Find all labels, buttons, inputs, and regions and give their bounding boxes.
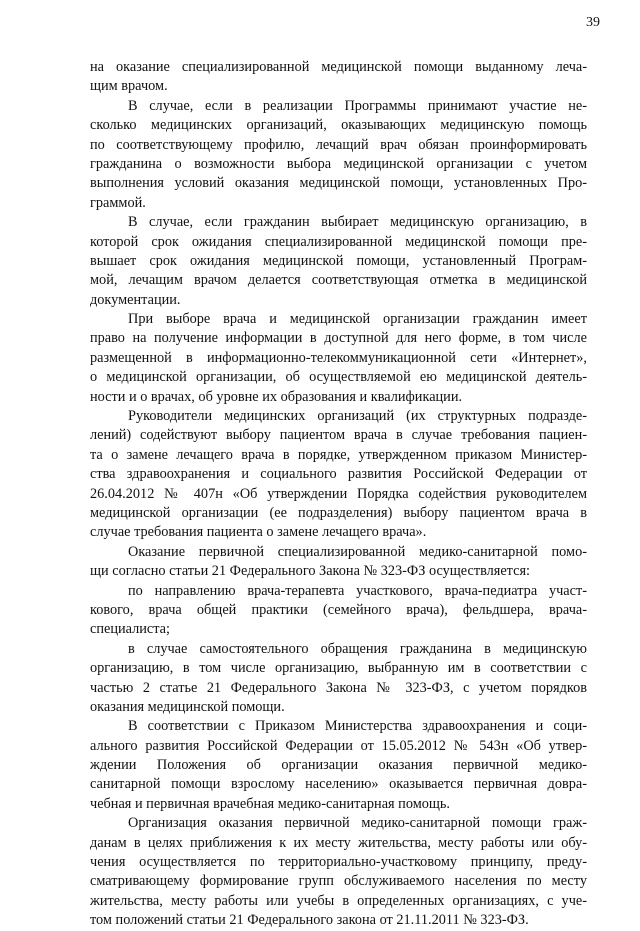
document-body	[90, 58, 587, 931]
text-line: специалиста;	[90, 621, 170, 638]
text-line: чения осуществляется по территориально-участковому принципу, преду-	[90, 854, 587, 871]
text-line: В соответствии с Приказом Министерства здравоохранения и соци-	[128, 718, 587, 735]
page-number: 39	[586, 15, 600, 30]
text-line: щи согласно статьи 21 Федерального Закона № 323-ФЗ осуществляется:	[90, 563, 530, 580]
text-line: по соответствующему профилю, лечащий врач обязан проинформировать	[90, 136, 587, 153]
text-line: на оказание специализированной медицинской помощи выданному леча-	[90, 59, 587, 75]
text-line: которой срок ожидания специализированной медицинской помощи пре-	[90, 233, 587, 250]
text-line: право на получение информации в доступной для него форме, в том числе	[90, 330, 587, 347]
text-line: щим врачом.	[90, 78, 168, 95]
text-line: мой, лечащим врачом делается соответствующая отметка в медицинской	[90, 272, 587, 289]
text-line: граммой.	[90, 194, 146, 211]
text-line: ального развития Российской Федерации от 15.05.2012 № 543н «Об утвер-	[90, 737, 587, 754]
text-line: Организация оказания первичной медико-санитарной помощи граж-	[128, 815, 587, 832]
text-line: частью 2 статье 21 Федерального Закона № 323-ФЗ, с учетом порядков	[90, 679, 587, 696]
text-line: документации.	[90, 291, 181, 308]
text-line: та о замене лечащего врача в порядке, утвержденном приказом Министер-	[90, 446, 587, 463]
text-line: ждении Положения об организации оказания первичной медико-	[90, 757, 587, 774]
text-line: Руководители медицинских организаций (их структурных подразде-	[128, 408, 587, 425]
text-line: организацию, в том числе организацию, выбранную им в соответствии с	[90, 660, 587, 677]
text-line: чебная и первичная врачебная медико-санитарная помощь.	[90, 795, 451, 812]
text-line: оказания медицинской помощи.	[90, 698, 285, 715]
text-line: вышает срок ожидания медицинской помощи, установленный Програм-	[90, 252, 587, 269]
text-line: гражданина о возможности выбора медицинской организации с учетом	[90, 155, 587, 172]
text-line: размещенной в информационно-телекоммуникационной сети «Интернет»,	[90, 349, 587, 366]
text-line: В случае, если в реализации Программы принимают участие не-	[128, 97, 587, 114]
text-line: При выборе врача и медицинской организации гражданин имеет	[128, 311, 587, 328]
text-line: В случае, если гражданин выбирает медицинскую организацию, в	[128, 214, 587, 231]
text-line: жительства, месту работы или учебы в определенных организациях, с уче-	[90, 892, 587, 909]
text-line: случае требования пациента о замене лечащего врача».	[90, 524, 427, 541]
text-line: ства здравоохранения и социального развития Российской Федерации от	[90, 466, 587, 483]
text-line: в случае самостоятельного обращения гражданина в медицинскую	[128, 640, 587, 657]
text-line: кового, врача общей практики (семейного врача), фельдшера, врача-	[90, 601, 587, 618]
text-line: сколько медицинских организаций, оказывающих медицинскую помощь	[90, 117, 587, 134]
text-line: по направлению врача-терапевта участкового, врача-педиатра участ-	[128, 582, 587, 599]
text-line: санитарной помощи взрослому населению» оказывается первичная довра-	[90, 776, 587, 793]
text-line: сматривающему формирование групп обслуживаемого населения по месту	[90, 873, 587, 890]
text-line: данам в целях приближения к их месту жительства, месту работы или обу-	[90, 834, 587, 851]
text-line: выполнения условий оказания медицинской помощи, установленных Про-	[90, 175, 587, 192]
text-line: Оказание первичной специализированной медико-санитарной помо-	[128, 543, 587, 560]
text-line: о медицинской организации, об осуществляемой ею медицинской деятель-	[90, 369, 587, 386]
text-line: медицинской организации (ее подразделения) выбору пациентом врача в	[90, 504, 587, 521]
text-line: лений) содействуют выбору пациентом врача в случае требования пациен-	[90, 427, 587, 444]
text-line: ности и о врачах, об уровне их образования и квалификации.	[90, 388, 463, 405]
text-line: том положений статьи 21 Федерального закона от 21.11.2011 № 323-ФЗ.	[90, 912, 529, 929]
text-line: 26.04.2012 № 407н «Об утверждении Порядка содействия руководителем	[90, 485, 587, 502]
